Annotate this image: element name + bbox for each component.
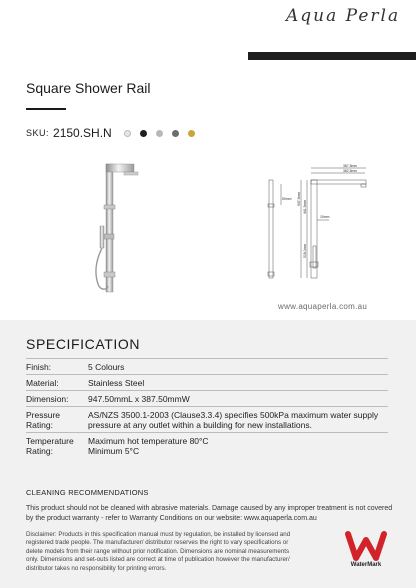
dim-arm: 50mm: [282, 197, 292, 201]
watermark-logo: [342, 530, 390, 574]
sku-code: 2150.SH.N: [53, 126, 112, 140]
spec-label: Finish:: [26, 362, 52, 372]
color-swatch[interactable]: [156, 130, 163, 137]
spec-value: Maximum hot temperature 80°C Minimum 5°C: [88, 436, 209, 456]
watermark-label: WaterMark: [350, 562, 382, 568]
spec-label: Material:: [26, 378, 59, 388]
spec-table: [26, 358, 388, 458]
shower-rail-image: [60, 160, 140, 300]
dim-height-upper: 441.5mm: [303, 199, 307, 214]
spec-row-dimension: [26, 390, 388, 406]
specification-section: [0, 320, 416, 588]
disclaimer-text: Disclaimer: Products in this specification manual must by regulation, be installed by licensed and registered trade people. The manufacturer/ distributor reserves the right to vary specifications or delete models from their range without prior notification. Dimensions are nominal measurements only. Dimensions and set-outs listed are correct at time of publication however the manufacturer/ distributor takes no responsibility for printing errors.: [26, 531, 291, 572]
spec-label: Pressure Rating:: [26, 410, 61, 430]
spec-title: SPECIFICATION: [26, 336, 141, 352]
dim-top-total: 387.5mm: [343, 164, 358, 168]
spec-row-temperature: [26, 432, 388, 458]
cleaning-text: This product should not be cleaned with abrasive materials. Damage caused by any improper treatment is not covered by the product warranty - refer to Warranty Conditions on our website: www.aquaperla.com.au: [26, 505, 393, 522]
brand-logo: [286, 4, 408, 44]
sku-label: SKU:: [26, 128, 50, 138]
watermark-icon: [342, 530, 390, 562]
dim-top-inner: 382.5mm: [343, 169, 358, 173]
sku-line: [26, 126, 204, 140]
product-title: Square Shower Rail: [26, 80, 151, 96]
dim-wall: 15mm: [320, 215, 330, 219]
title-underline: [26, 108, 66, 110]
cleaning-title: CLEANING RECOMMENDATIONS: [26, 488, 149, 497]
color-swatches: [124, 130, 204, 137]
website-link[interactable]: www.aquaperla.com.au: [278, 302, 368, 311]
spec-value: 947.50mmL x 387.50mmW: [88, 394, 190, 404]
spec-value: AS/NZS 3500.1-2003 (Clause3.3.4) specifies 500kPa maximum water supply pressure at any outlet within a building for new installations.: [88, 410, 379, 430]
brand-name: Aqua Perla: [286, 6, 401, 26]
spec-label: Dimension:: [26, 394, 69, 404]
color-swatch[interactable]: [140, 130, 147, 137]
spec-row-material: [26, 374, 388, 390]
color-swatch[interactable]: [172, 130, 179, 137]
spec-value: 5 Colours: [88, 362, 125, 372]
color-swatch[interactable]: [124, 130, 131, 137]
spec-row-finish: [26, 358, 388, 374]
color-swatch[interactable]: [188, 130, 195, 137]
dimension-diagram: [255, 160, 375, 285]
header-bar: [248, 52, 416, 60]
spec-value: Stainless Steel: [88, 378, 145, 388]
dim-height-lower: 508.0mm: [303, 243, 307, 258]
dim-height-total: 947.5mm: [297, 191, 301, 206]
spec-label: Temperature Rating:: [26, 436, 74, 456]
spec-row-pressure: [26, 406, 388, 432]
